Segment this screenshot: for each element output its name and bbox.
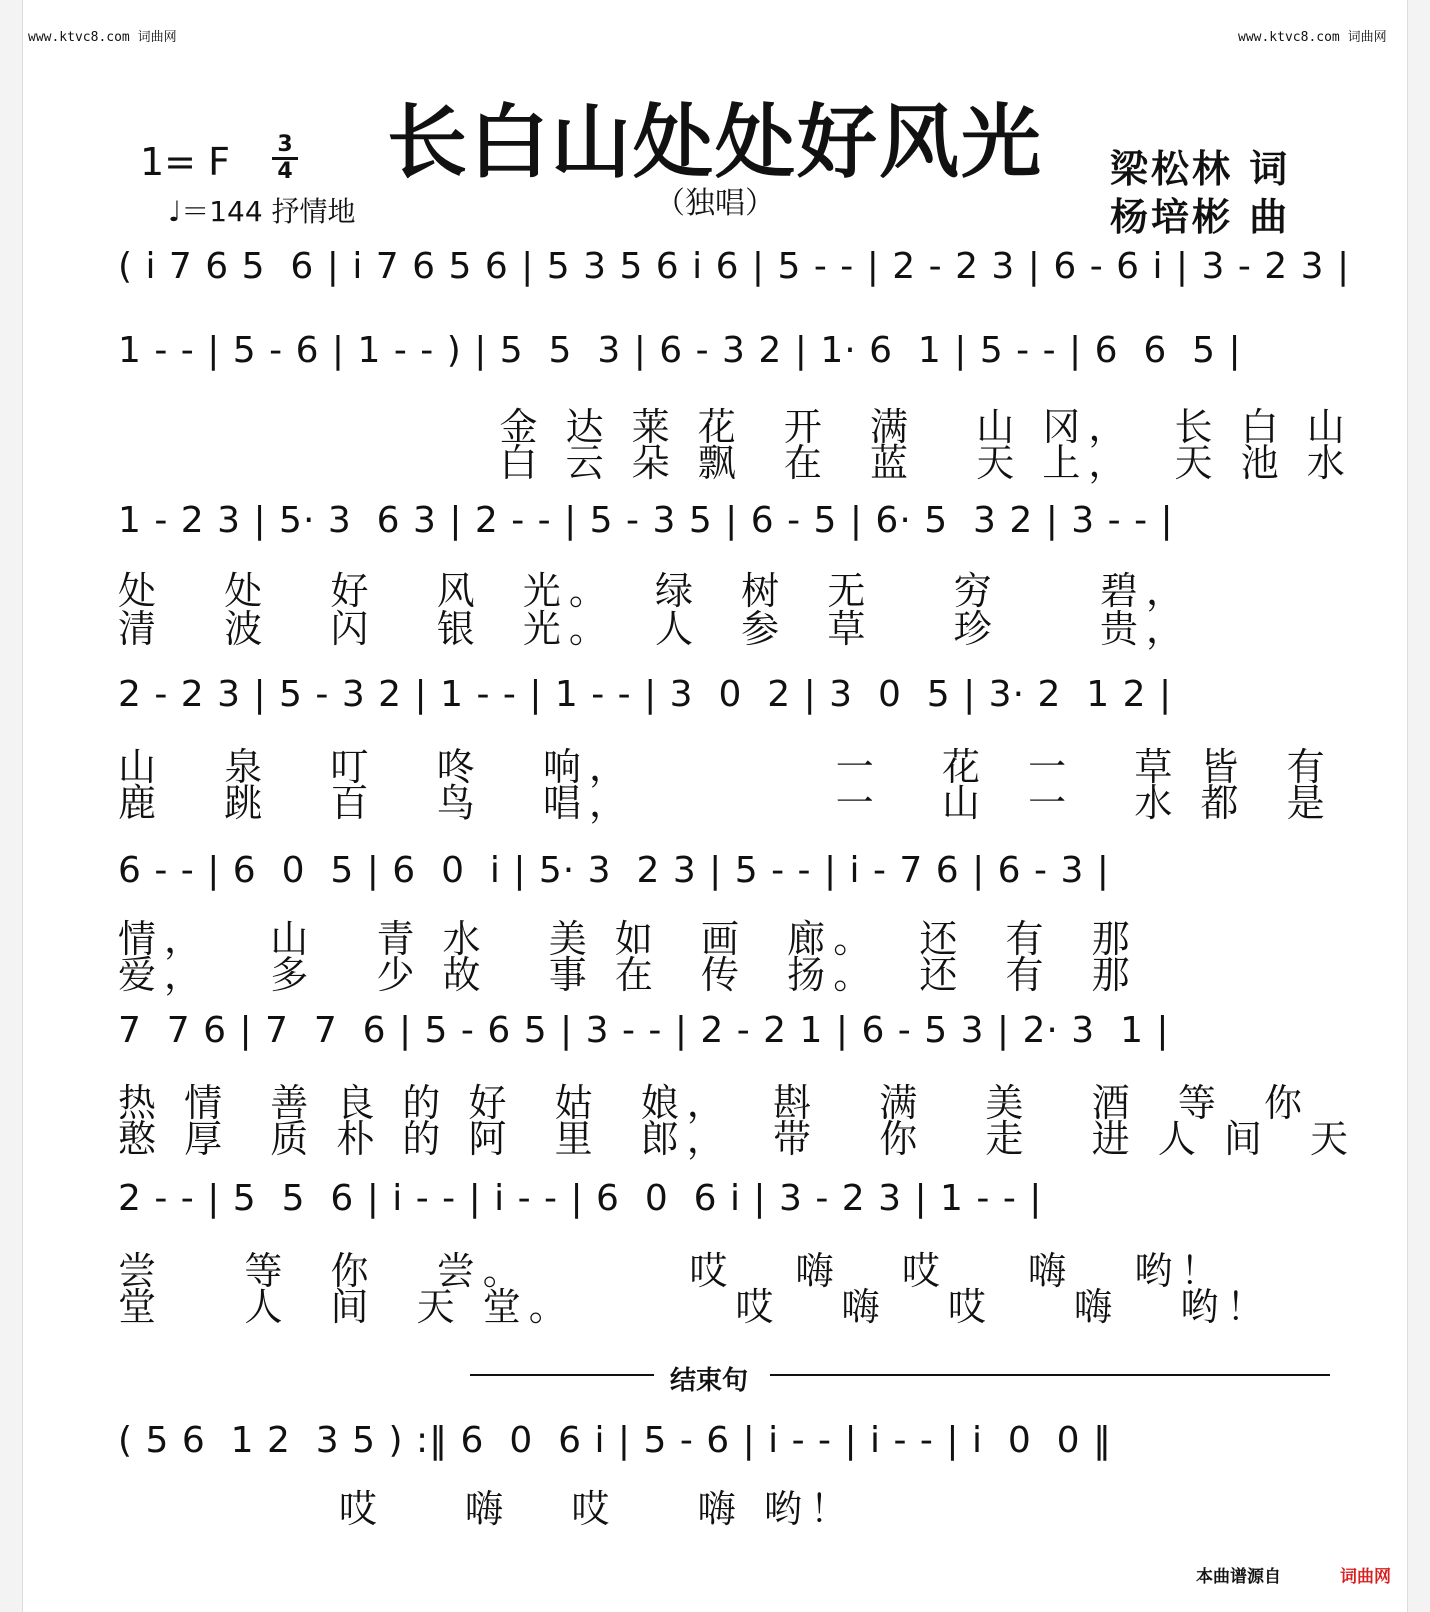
tempo-marking: ♩＝144 抒情地 (168, 195, 356, 228)
lyrics-row-5-verse-2: 爱， 多 少 故 事 在 传 扬。 还 有 那 (118, 953, 1138, 997)
notation-row-1: ( i 7 6 5 6 | i 7 6 5 6 | 5 3 5 6 i 6 | 5 - - | 2 - 2 3 | 6 - 6 i | 3 - 2 3 | (118, 246, 1351, 287)
lyricist: 梁松林 词 (1110, 147, 1291, 191)
lyrics-row-6-verse-1: 热 情 善 良 的 好 姑 娘， 斟 满 美 酒 等 你 (118, 1081, 1310, 1125)
left-margin-strip (0, 0, 23, 1612)
composer: 杨培彬 曲 (1110, 195, 1291, 239)
notation-row-5: 6 - - | 6 0 5 | 6 0 i | 5· 3 2 3 | 5 - - | i - 7 6 | 6 - 3 | (118, 850, 1110, 891)
notation-row-8: ( 5 6 1 2 3 5 ) :‖ 6 0 6 i | 5 - 6 | i - - | i - - | i 0 0 ‖ (118, 1420, 1112, 1461)
time-signature-bottom: 4 (277, 159, 293, 184)
notation-row-4: 2 - 2 3 | 5 - 3 2 | 1 - - | 1 - - | 3 0 2 | 3 0 5 | 3· 2 1 2 | (118, 674, 1173, 715)
notation-row-6: 7 7 6 | 7 7 6 | 5 - 6 5 | 3 - - | 2 - 2 1 | 6 - 5 3 | 2· 3 1 | (118, 1010, 1170, 1051)
lyrics-row-7-verse-1: 尝 等 你 尝。 哎 嗨 哎 嗨 哟！ (118, 1249, 1227, 1293)
coda-label: 结束句 (670, 1366, 749, 1396)
time-signature-top: 3 (277, 132, 293, 157)
coda-bracket-right (770, 1374, 1330, 1376)
lyrics-row-6-verse-2: 憨 厚 质 朴 的 阿 里 郎， 带 你 走 进 人 间 天 (118, 1117, 1356, 1161)
time-signature (272, 134, 298, 183)
footer-site: 词曲网 (1340, 1567, 1391, 1587)
lyrics-row-5-verse-1: 情， 山 青 水 美 如 画 廊。 还 有 那 (118, 917, 1138, 961)
lyrics-row-2-verse-2: 白 云 朵 飘 在 蓝 天 上， 天 池 水 (118, 441, 1353, 485)
lyrics-row-4-verse-2: 鹿 跳 百 鸟 唱， 一 山 一 水 都 是 (118, 781, 1333, 825)
key-signature: 1= F (140, 140, 230, 184)
watermark-right: www.ktvc8.com 词曲网 (1238, 30, 1387, 45)
notation-row-2: 1 - - | 5 - 6 | 1 - - ) | 5 5 3 | 6 - 3 2 | 1· 6 1 | 5 - - | 6 6 5 | (118, 330, 1242, 371)
lyrics-row-2-verse-1: 金 达 莱 花 开 满 山 冈， 长 白 山 (118, 405, 1353, 449)
watermark-left: www.ktvc8.com 词曲网 (28, 30, 177, 45)
lyrics-row-8-verse-1: 哎 嗨 哎 嗨 哟！ (118, 1487, 856, 1531)
notation-row-3: 1 - 2 3 | 5· 3 6 3 | 2 - - | 5 - 3 5 | 6 - 5 | 6· 5 3 2 | 3 - - | (118, 500, 1174, 541)
lyrics-row-3-verse-1: 处 处 好 风 光。 绿 树 无 穷 碧， (118, 569, 1193, 613)
lyrics-row-3-verse-2: 清 波 闪 银 光。 人 参 草 珍 贵， (118, 607, 1193, 651)
notation-row-7: 2 - - | 5 5 6 | i - - | i - - | 6 0 6 i | 3 - 2 3 | 1 - - | (118, 1178, 1043, 1219)
song-subtitle: （独唱） (655, 186, 775, 221)
right-margin-strip (1407, 0, 1430, 1612)
lyrics-row-7-verse-2: 堂 人 间 天 堂。 哎 嗨 哎 嗨 哟！ (118, 1285, 1273, 1329)
footer-source: 本曲谱源自 (1196, 1567, 1281, 1587)
lyrics-row-4-verse-1: 山 泉 叮 咚 响， 一 花 一 草 皆 有 (118, 745, 1333, 789)
song-title: 长白山处处好风光 (387, 95, 1043, 189)
coda-bracket-left (470, 1374, 654, 1376)
